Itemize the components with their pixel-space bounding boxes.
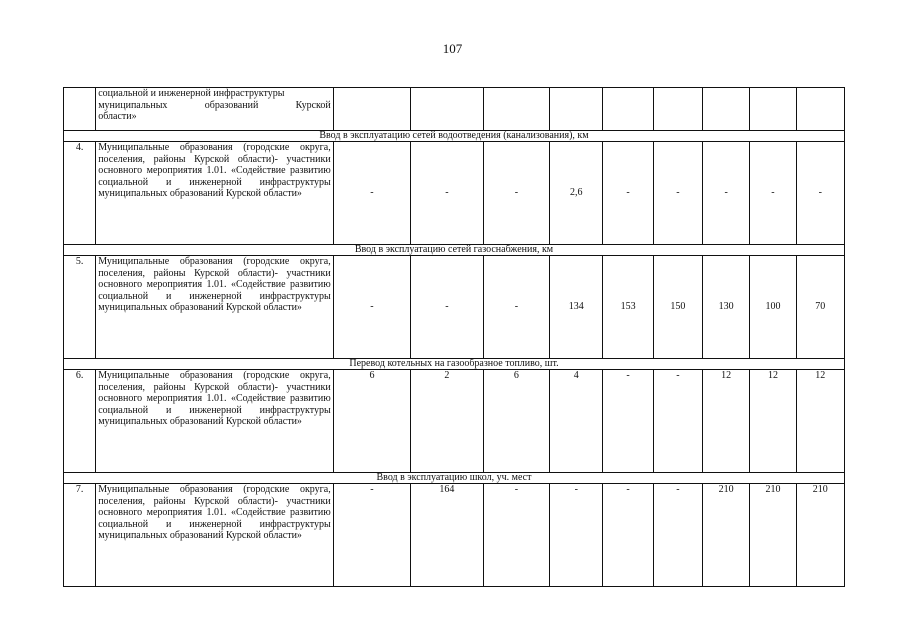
value-cell: 210 [796,484,844,587]
value-cell [750,88,796,131]
value-cell: - [483,142,549,245]
value-cell: 70 [796,256,844,359]
value-cell: - [550,484,603,587]
section-title: Ввод в эксплуатацию школ, уч. мест [64,473,845,484]
value-cell: - [483,484,549,587]
section-header-row [64,131,845,142]
value-cell: - [411,142,483,245]
row-description: Муниципальные образования (городские округа, поселения, районы Курской области)- участники основного мероприятия 1.01. «Содействие развитию социальной и инженерной инфраструктуры муниципальных образований Курской области» [96,256,334,359]
section-title: Ввод в эксплуатацию сетей водоотведения (канализования), км [64,131,845,142]
value-cell: 210 [703,484,750,587]
table-row [64,256,845,359]
row-number: 4. [64,142,96,245]
row-description: Муниципальные образования (городские округа, поселения, районы Курской области)- участники основного мероприятия 1.01. «Содействие развитию социальной и инженерной инфраструктуры муниципальных образований Курской области» [96,484,334,587]
value-cell: 2 [411,370,483,473]
value-cell: 12 [703,370,750,473]
row-number: 7. [64,484,96,587]
value-cell: 153 [603,256,653,359]
value-cell: 150 [653,256,702,359]
value-cell: 100 [750,256,796,359]
value-cell: - [653,142,702,245]
section-title: Перевод котельных на газообразное топливо, шт. [64,359,845,370]
value-cell: 12 [796,370,844,473]
value-cell: 12 [750,370,796,473]
value-cell: - [333,142,410,245]
section-header-row [64,359,845,370]
value-cell: - [703,142,750,245]
description-line: области» [98,111,137,122]
section-header-row [64,473,845,484]
section-title: Ввод в эксплуатацию сетей газоснабжения, км [64,245,845,256]
page-number: 107 [442,41,463,56]
section-header-row [64,245,845,256]
value-cell: - [796,142,844,245]
table-row [64,484,845,587]
value-cell: 164 [411,484,483,587]
value-cell: - [750,142,796,245]
value-cell: 130 [703,256,750,359]
value-cell [653,88,702,131]
row-number-cell [64,88,96,131]
value-cell: 6 [483,370,549,473]
row-description: Муниципальные образования (городские округа, поселения, районы Курской области)- участники основного мероприятия 1.01. «Содействие развитию социальной и инженерной инфраструктуры муниципальных образований Курской области» [96,142,334,245]
row-number: 5. [64,256,96,359]
value-cell: 4 [550,370,603,473]
value-cell [333,88,410,131]
value-cell [483,88,549,131]
table-row [64,142,845,245]
value-cell: - [411,256,483,359]
value-cell: 134 [550,256,603,359]
value-cell: - [653,370,702,473]
row-description: Муниципальные образования (городские округа, поселения, районы Курской области)- участники основного мероприятия 1.01. «Содействие развитию социальной и инженерной инфраструктуры муниципальных образований Курской области» [96,370,334,473]
value-cell: - [603,370,653,473]
description-cell [96,88,334,131]
value-cell [703,88,750,131]
description-line: социальной и инженерной инфраструктуры [98,88,285,99]
value-cell: - [333,484,410,587]
value-cell: - [483,256,549,359]
description-line: муниципальных образований Курской [98,99,331,111]
value-cell [603,88,653,131]
value-cell: 210 [750,484,796,587]
value-cell: - [603,142,653,245]
value-cell [550,88,603,131]
value-cell: - [653,484,702,587]
row-number: 6. [64,370,96,473]
value-cell [411,88,483,131]
continuation-row [64,88,845,131]
value-cell [796,88,844,131]
value-cell: 6 [333,370,410,473]
value-cell: 2,6 [550,142,603,245]
table-row [64,370,845,473]
indicator-table [63,87,845,587]
value-cell: - [333,256,410,359]
value-cell: - [603,484,653,587]
